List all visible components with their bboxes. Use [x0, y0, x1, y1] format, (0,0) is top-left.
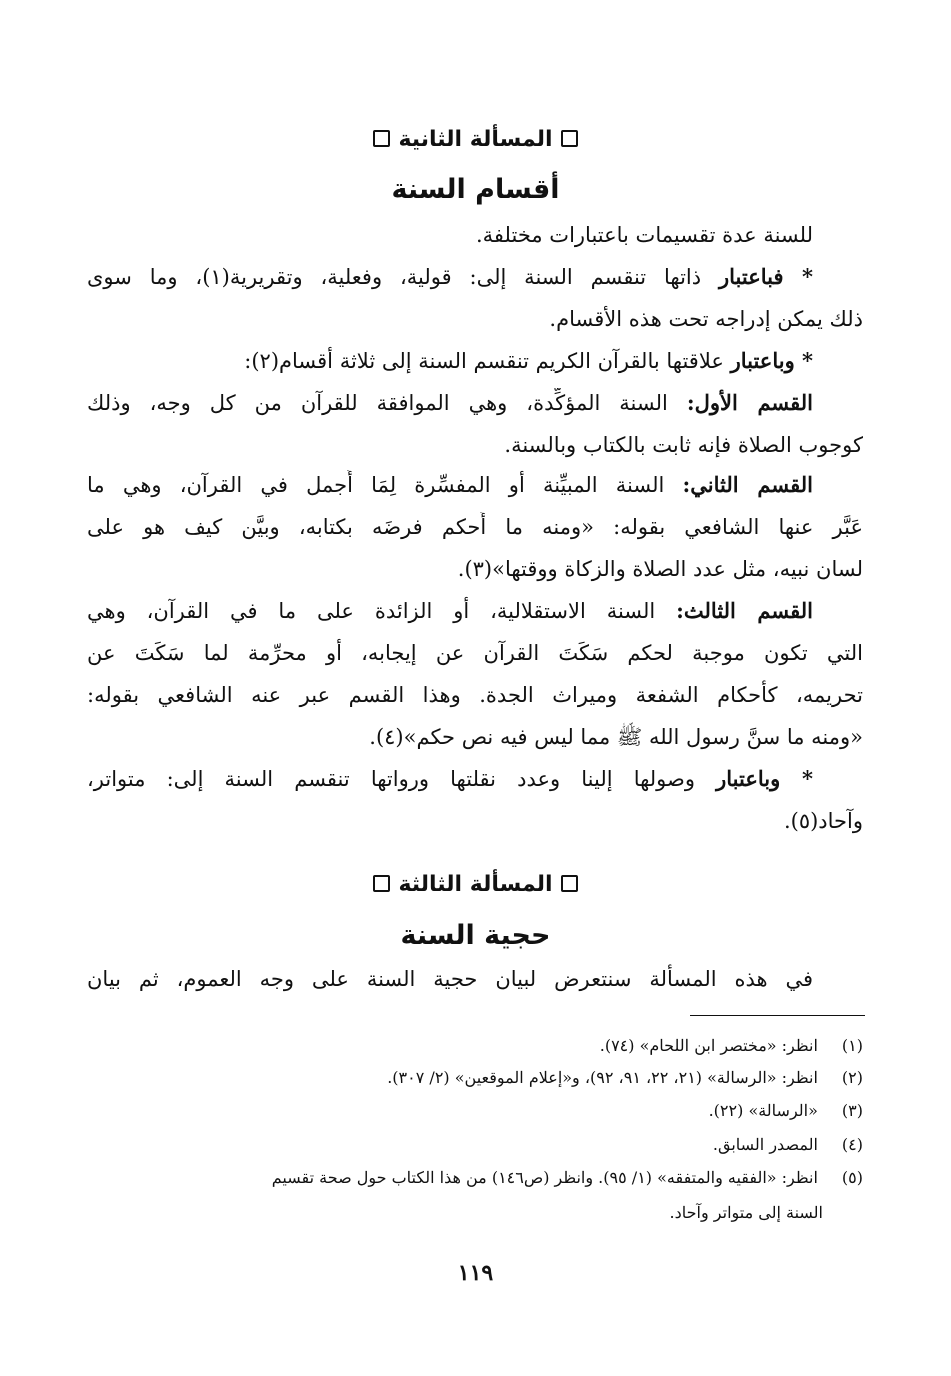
paragraph-line: القسم الثاني: السنة المبيِّنة أو المفسِّرة لِمَا أُجمل في القرآن، وهي ما	[87, 472, 813, 497]
footnote-number: (٣)	[841, 1101, 863, 1120]
section-title-2: أقسام السنة	[391, 174, 560, 205]
footnote-text: انظر: «الرسالة» (٢١، ٢٢، ٩١، ٩٢)، و«إعلام الموقعين» (٢/ ٣٠٧).	[387, 1068, 818, 1087]
paragraph-line: للسنة عدة تقسيمات باعتبارات مختلفة.	[475, 223, 813, 247]
footnote-text: «الرسالة» (٢٢).	[708, 1101, 818, 1120]
square-bullet-icon	[561, 875, 578, 892]
section-heading-2-text: المسألة الثانية	[398, 127, 553, 152]
section-heading-2	[0, 125, 951, 155]
footnote-5-continuation: السنة إلى متواتر وآحاد.	[669, 1203, 823, 1222]
paragraph-line: في هذه المسألة سنتعرض لبيان حجية السنة على وجه العموم، ثم بيان	[87, 967, 813, 991]
paragraph-line: كوجوب الصلاة فإنه ثابت بالكتاب وبالسنة.	[504, 433, 863, 457]
footnote-number: (٤)	[841, 1135, 863, 1154]
footnote-text: المصدر السابق.	[712, 1135, 818, 1154]
paragraph-line: وآحاد(٥).	[783, 809, 863, 833]
paragraph-line: القسم الأول: السنة المؤكِّدة، وهي الموافقة للقرآن من كل وجه، وذلك	[87, 390, 813, 415]
paragraph-line: التي تكون موجبة لحكم سَكَتَ القرآن عن إيجابه، أو محرِّمة لما سَكَتَ عن	[87, 641, 863, 665]
square-bullet-icon	[373, 875, 390, 892]
footnote-number: (٥)	[841, 1168, 863, 1187]
square-bullet-icon	[373, 130, 390, 147]
paragraph-line: * فباعتبار ذاتها تنقسم السنة إلى: قولية، وفعلية، وتقريرية(١)، وما سوى	[87, 264, 813, 289]
footnote-3	[103, 1098, 863, 1124]
paragraph-line: «ومنه ما سنَّ رسول الله ﷺ مما ليس فيه نص حكم»(٤).	[369, 725, 863, 749]
paragraph-line: القسم الثالث: السنة الاستقلالية، أو الزائدة على ما في القرآن، وهي	[87, 598, 813, 623]
paragraph-line: عَبَّر عنها الشافعي بقوله: «ومنه ما أَحكم فرضَه بكتابه، وبيَّن كيف هو على	[87, 515, 863, 539]
footnote-1	[103, 1033, 863, 1059]
paragraph-line: * وباعتبار وصولها إلينا وعدد نقلتها ورواتها تنقسم السنة إلى: متواتر،	[87, 766, 813, 791]
section-title-3: حجية السنة	[400, 920, 551, 951]
section-heading-3-text: المسألة الثالثة	[398, 872, 553, 897]
lead-term: * وباعتبار	[716, 766, 813, 791]
footnote-number: (١)	[841, 1036, 863, 1055]
paragraph-line: تحريمه، كأحكام الشفعة وميراث الجدة. وهذا القسم عبر عنه الشافعي بقوله:	[87, 683, 863, 707]
lead-term: * وباعتبار	[730, 348, 813, 373]
paragraph-line: * وباعتبار علاقتها بالقرآن الكريم تنقسم السنة إلى ثلاثة أقسام(٢):	[244, 348, 813, 373]
lead-term: القسم الثاني:	[682, 472, 813, 497]
lead-term: القسم الأول:	[686, 390, 813, 415]
paragraph-line: لسان نبيه، مثل عدد الصلاة والزكاة ووقتها»(٣).	[457, 557, 863, 581]
lead-term: * فباعتبار	[718, 264, 813, 289]
page-number: ١١٩	[457, 1260, 494, 1286]
footnote-number: (٢)	[841, 1068, 863, 1087]
footnote-4	[103, 1132, 863, 1158]
footnote-text: انظر: «مختصر ابن اللحام» (٧٤).	[599, 1036, 818, 1055]
footnote-separator	[690, 1015, 865, 1016]
paragraph-line: ذلك يمكن إدراجه تحت هذه الأقسام.	[549, 307, 863, 331]
footnote-5	[103, 1165, 863, 1191]
square-bullet-icon	[561, 130, 578, 147]
footnote-text: انظر: «الفقيه والمتفقه» (١/ ٩٥). وانظر (ص١٤٦) من هذا الكتاب حول صحة تقسيم	[271, 1168, 818, 1187]
footnote-2	[103, 1065, 863, 1091]
section-heading-3	[0, 870, 951, 900]
lead-term: القسم الثالث:	[676, 598, 813, 623]
